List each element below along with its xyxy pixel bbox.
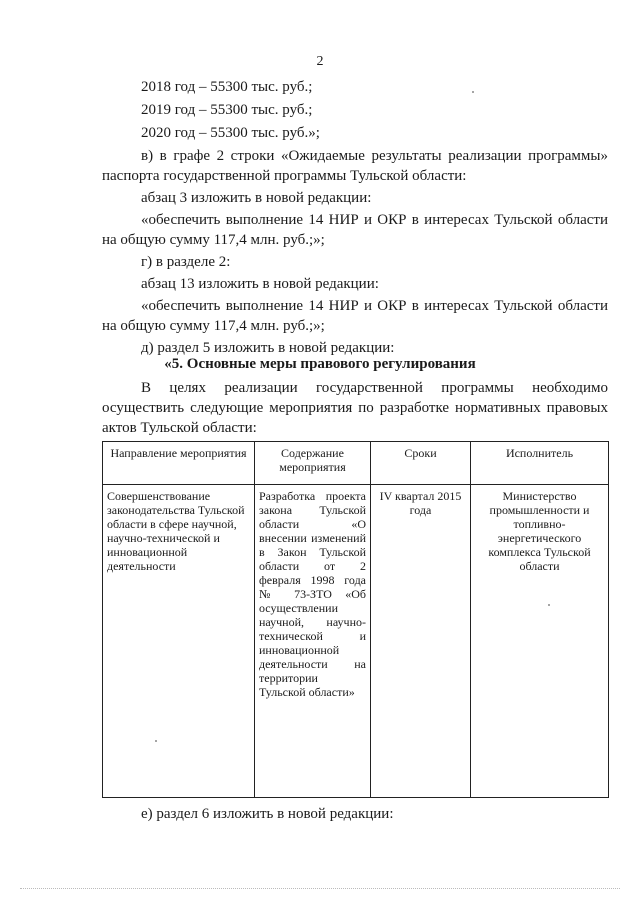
table-header-row (103, 442, 609, 485)
table-row (103, 485, 609, 798)
cell-deadline: IV квартал 2015 года (371, 485, 471, 798)
text-line-9: г) в разделе 2: (141, 254, 231, 270)
scan-speck (548, 604, 550, 606)
text-line-10: абзац 13 изложить в новой редакции: (141, 276, 379, 292)
header-direction: Направление мероприятия (103, 442, 255, 485)
scan-artifact-line (20, 888, 620, 890)
text-line-1: 2018 год – 55300 тыс. руб.; (141, 79, 313, 95)
text-line-7: «обеспечить выполнение 14 НИР и ОКР в интересах Тульской области (141, 212, 608, 228)
text-line-5: паспорта государственной программы Тульской области: (102, 168, 467, 184)
intro-line-2: осуществить следующие мероприятия по разработке нормативных правовых (102, 400, 608, 416)
text-line-11: «обеспечить выполнение 14 НИР и ОКР в интересах Тульской области (141, 298, 608, 314)
closing-line: е) раздел 6 изложить в новой редакции: (141, 806, 394, 822)
cell-executor: Министерство промышленности и топливно-энергетического комплекса Тульской области (471, 485, 609, 798)
text-line-8: на общую сумму 117,4 млн. руб.;»; (102, 232, 325, 248)
scan-speck (155, 740, 157, 742)
text-line-4: в) в графе 2 строки «Ожидаемые результаты реализации программы» (141, 148, 608, 164)
cell-content: Разработка проекта закона Тульской области «О внесении изменений в Закон Тульской области от 2 февраля 1998 года № 73-ЗТО «Об осуществлении научной, научно-технической и инновационной деятельности на территории Тульской области» (255, 485, 371, 798)
intro-line-1: В целях реализации государственной программы необходимо (141, 380, 608, 396)
header-content: Содержание мероприятия (255, 442, 371, 485)
section-heading: «5. Основные меры правового регулирования (164, 356, 476, 372)
intro-line-3: актов Тульской области: (102, 420, 257, 436)
text-line-6: абзац 3 изложить в новой редакции: (141, 190, 372, 206)
text-line-12: на общую сумму 117,4 млн. руб.;»; (102, 318, 325, 334)
text-line-3: 2020 год – 55300 тыс. руб.»; (141, 125, 320, 141)
header-executor: Исполнитель (471, 442, 609, 485)
scan-speck (472, 91, 474, 93)
measures-table (102, 441, 609, 798)
text-line-2: 2019 год – 55300 тыс. руб.; (141, 102, 313, 118)
cell-direction: Совершенствование законодательства Тульской области в сфере научной, научно-технической и инновационной деятельности (103, 485, 255, 798)
text-line-13: д) раздел 5 изложить в новой редакции: (141, 340, 395, 356)
page-number: 2 (316, 54, 324, 69)
header-deadline: Сроки (371, 442, 471, 485)
